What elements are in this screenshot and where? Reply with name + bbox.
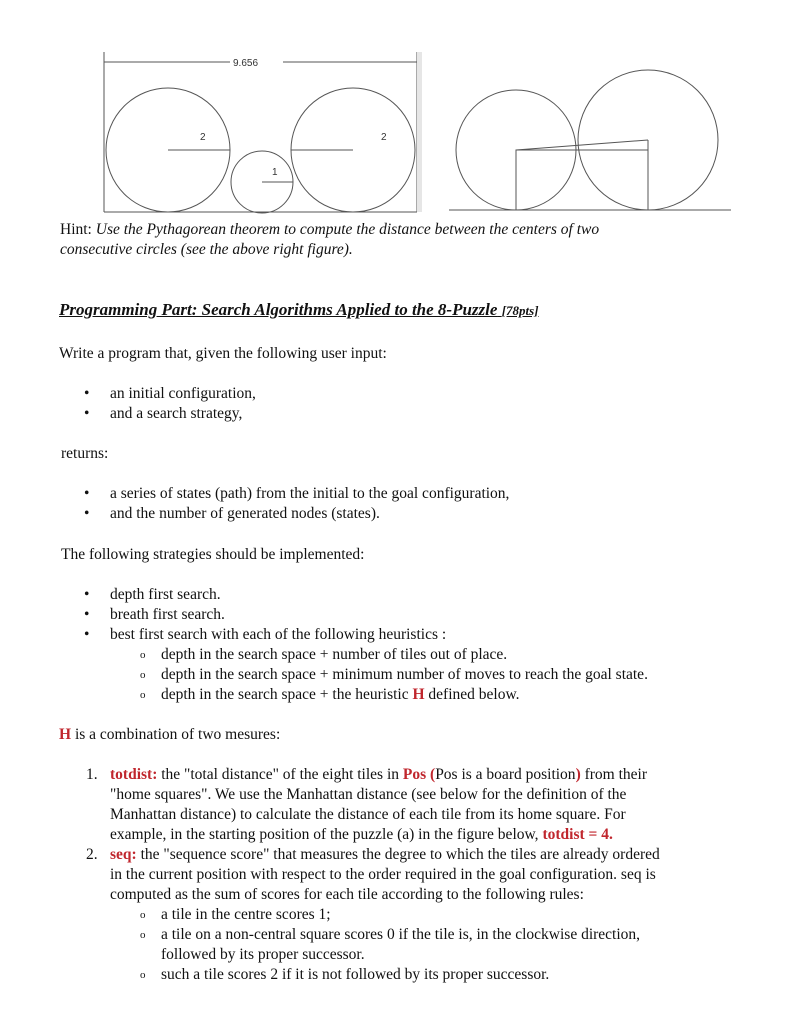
section-heading bbox=[59, 300, 539, 321]
circle-bullet-icon: o bbox=[140, 649, 146, 661]
right-triangle bbox=[516, 140, 648, 210]
radius-label-small: 1 bbox=[272, 167, 278, 178]
h-definition: H is a combination of two mesures: bbox=[59, 726, 281, 743]
hint-prefix: Hint: bbox=[60, 221, 92, 238]
width-label: 9.656 bbox=[233, 58, 259, 69]
bullet-icon: • bbox=[84, 405, 90, 422]
intro-text: Write a program that, given the following user input: bbox=[59, 345, 387, 362]
circle-bullet-icon: o bbox=[140, 689, 146, 701]
returns-label: returns: bbox=[61, 445, 109, 462]
heading-points: [78pts] bbox=[501, 303, 539, 318]
hint-line-2: consecutive circles (see the above right figure). bbox=[60, 241, 353, 258]
page-shadow bbox=[417, 52, 422, 212]
hint-line-1: Use the Pythagorean theorem to compute the distance between the centers of two bbox=[95, 221, 600, 238]
circle-bullet-icon: o bbox=[140, 929, 146, 941]
bullet-icon: • bbox=[84, 606, 90, 623]
bullet-icon: • bbox=[84, 485, 90, 502]
circle-bullet-icon: o bbox=[140, 969, 146, 981]
bullet-icon: • bbox=[84, 505, 90, 522]
circles-figure bbox=[0, 0, 799, 220]
circle-bullet-icon: o bbox=[140, 669, 146, 681]
centers-line bbox=[516, 140, 648, 150]
radius-label-right: 2 bbox=[381, 132, 387, 143]
bullet-icon: • bbox=[84, 385, 90, 402]
bullet-icon: • bbox=[84, 586, 90, 603]
bullet-icon: • bbox=[84, 626, 90, 643]
radius-label-left: 2 bbox=[200, 132, 206, 143]
heading-title: Programming Part: Search Algorithms Applied to the 8-Puzzle bbox=[59, 300, 498, 319]
strategies-intro: The following strategies should be implemented: bbox=[61, 546, 365, 563]
circle-bullet-icon: o bbox=[140, 909, 146, 921]
hint bbox=[60, 220, 599, 260]
